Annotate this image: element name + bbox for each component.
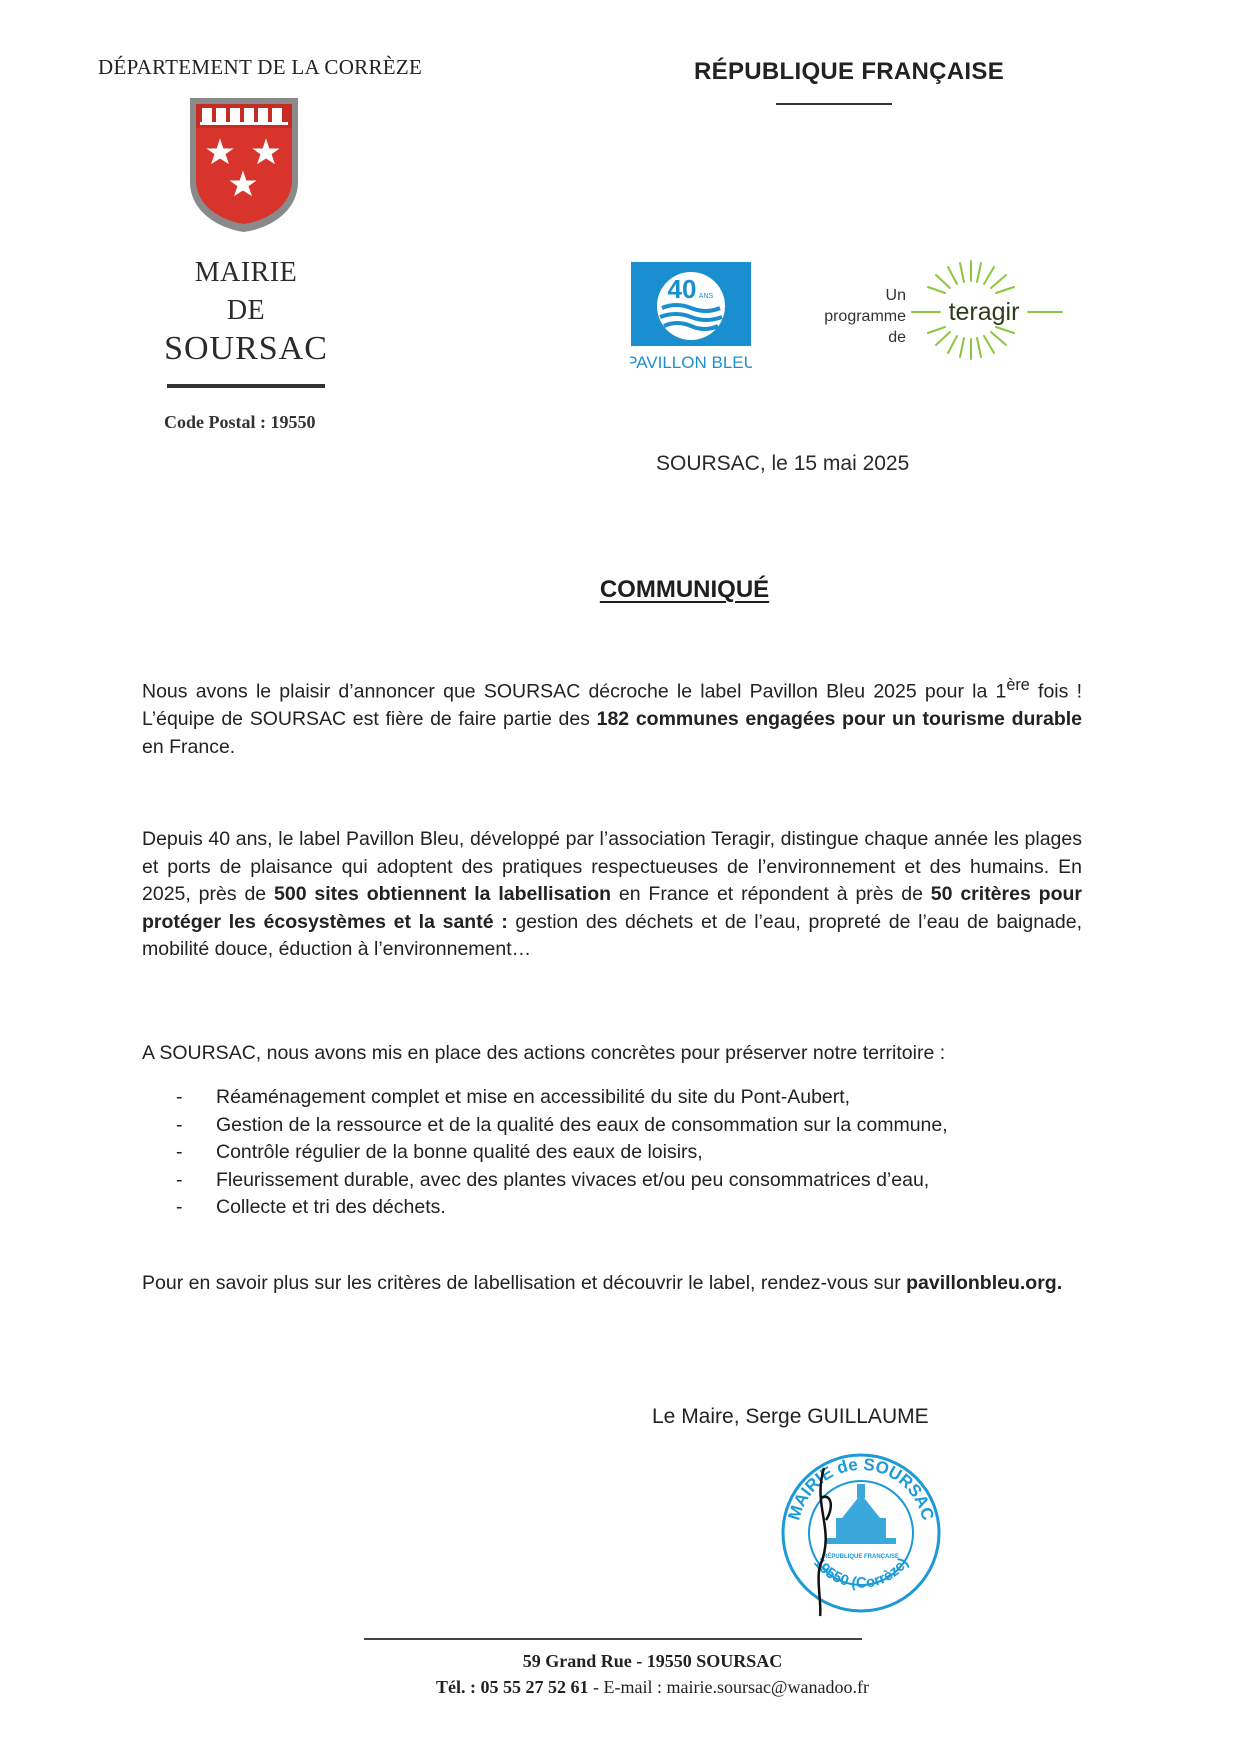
list-item (142, 1194, 948, 1222)
postal-code: Code Postal : 19550 (164, 412, 316, 432)
p2-bold-2: 50 critères pour protéger les écosystèmes et la santé : (142, 883, 1082, 933)
document-title: COMMUNIQUÉ (599, 576, 770, 603)
list-bullet: - (176, 1113, 183, 1136)
pavillon-ans: ANS (698, 293, 714, 300)
mairie-line-3: SOURSAC (164, 330, 328, 367)
pavillon-bleu-label: PAVILLON BLEU (630, 353, 752, 372)
action-text: Réaménagement complet et mise en accessibilité du site du Pont-Aubert, (216, 1086, 851, 1108)
list-bullet: - (176, 1141, 183, 1163)
programme-line-3: de (888, 329, 906, 346)
p4-text: Pour en savoir plus sur les critères de labellisation et découvrir le label, rendez-vous sur (142, 1272, 907, 1294)
p1-text-2: fois ! L’équipe de SOURSAC est fière de faire partie des (142, 680, 1082, 730)
action-text: Collecte et tri des déchets. (216, 1196, 446, 1218)
pavillon-years: 40 (667, 274, 697, 304)
letter-date: SOURSAC, le 15 mai 2025 (656, 452, 910, 475)
coat-of-arms-logo (186, 94, 302, 239)
stamp-middle-text: RÉPUBLIQUE FRANÇAISE (822, 1554, 900, 1560)
republic-label: RÉPUBLIQUE FRANÇAISE (694, 58, 1005, 85)
p1-text-3: en France. (142, 735, 236, 758)
website-link-text: pavillonbleu.org. (906, 1272, 1063, 1294)
document-title-wrap (0, 576, 1241, 604)
list-item (142, 1167, 948, 1195)
p1-text-1: Nous avons le plaisir d’annoncer que SOURSAC décroche le label Pavillon Bleu 2025 pour la 1 (142, 680, 1007, 703)
p1-bold: 182 communes engagées pour un tourisme durable (596, 708, 1082, 730)
svg-text:19550 (Corrèze) (810, 1555, 912, 1592)
programme-line-2: programme (824, 308, 906, 325)
p2-bold-1: 500 sites obtiennent la labellisation (274, 883, 612, 905)
list-bullet: - (176, 1196, 183, 1218)
mairie-line-1: MAIRIE (194, 257, 298, 288)
action-text: Fleurissement durable, avec des plantes vivaces et/ou peu consommatrices d’eau, (216, 1168, 930, 1191)
footer-email: - E-mail : mairie.soursac@wanadoo.fr (588, 1677, 869, 1697)
pavillon-bleu-logo (630, 262, 752, 377)
action-text: Gestion de la ressource et de la qualité des eaux de consommation sur la commune, (216, 1113, 948, 1136)
list-item (142, 1084, 948, 1112)
mairie-divider (167, 384, 325, 388)
footer-contact (0, 1674, 1241, 1700)
actions-list (142, 1084, 948, 1222)
list-item (142, 1112, 948, 1140)
p1-superscript: ère (1006, 676, 1030, 694)
list-bullet: - (176, 1168, 183, 1191)
stamp-bottom-text: 19550 (Corrèze) (810, 1554, 912, 1592)
programme-line-1: Un (885, 287, 906, 304)
footer-address: 59 Grand Rue - 19550 SOURSAC (522, 1651, 783, 1671)
footer-address-block (0, 1648, 1241, 1700)
paragraph-label-description (142, 826, 1082, 964)
paragraph-more-info (142, 1270, 1082, 1298)
footer-divider (364, 1638, 862, 1640)
stamp-top-text: MAIRIE de SOURSAC (784, 1454, 938, 1523)
paragraph-actions-intro: A SOURSAC, nous avons mis en place des actions concrètes pour préserver notre territoire : (142, 1042, 946, 1064)
footer-telephone: Tél. : 05 55 27 52 61 (436, 1677, 589, 1697)
p2-text-2: en France et répondent à près de (611, 883, 931, 905)
p2-text-1: Depuis 40 ans, le label Pavillon Bleu, développé par l’association Teragir, distingue chaque année les plages et ports de plaisance qui adoptent des pratiques respectueuses de l’environnement et des humains. En 2025, près de (142, 828, 1082, 905)
paragraph-announcement (142, 672, 1082, 761)
department-label: DÉPARTEMENT DE LA CORRÈZE (98, 55, 423, 79)
mairie-line-2: DE (226, 295, 266, 326)
action-text: Contrôle régulier de la bonne qualité des eaux de loisirs, (216, 1141, 703, 1163)
p2-text-3: gestion des déchets et de l’eau, propreté de l’eau de baignade, mobilité douce, éduction à l’environnement… (142, 910, 1083, 960)
mayor-signature-line: Le Maire, Serge GUILLAUME (652, 1405, 929, 1428)
list-bullet: - (176, 1086, 183, 1108)
teragir-name: teragir (948, 298, 1020, 326)
official-stamp (776, 1448, 946, 1623)
mairie-name (146, 254, 346, 368)
list-item (142, 1139, 948, 1167)
republic-divider (776, 103, 892, 105)
teragir-logo (800, 255, 1070, 390)
